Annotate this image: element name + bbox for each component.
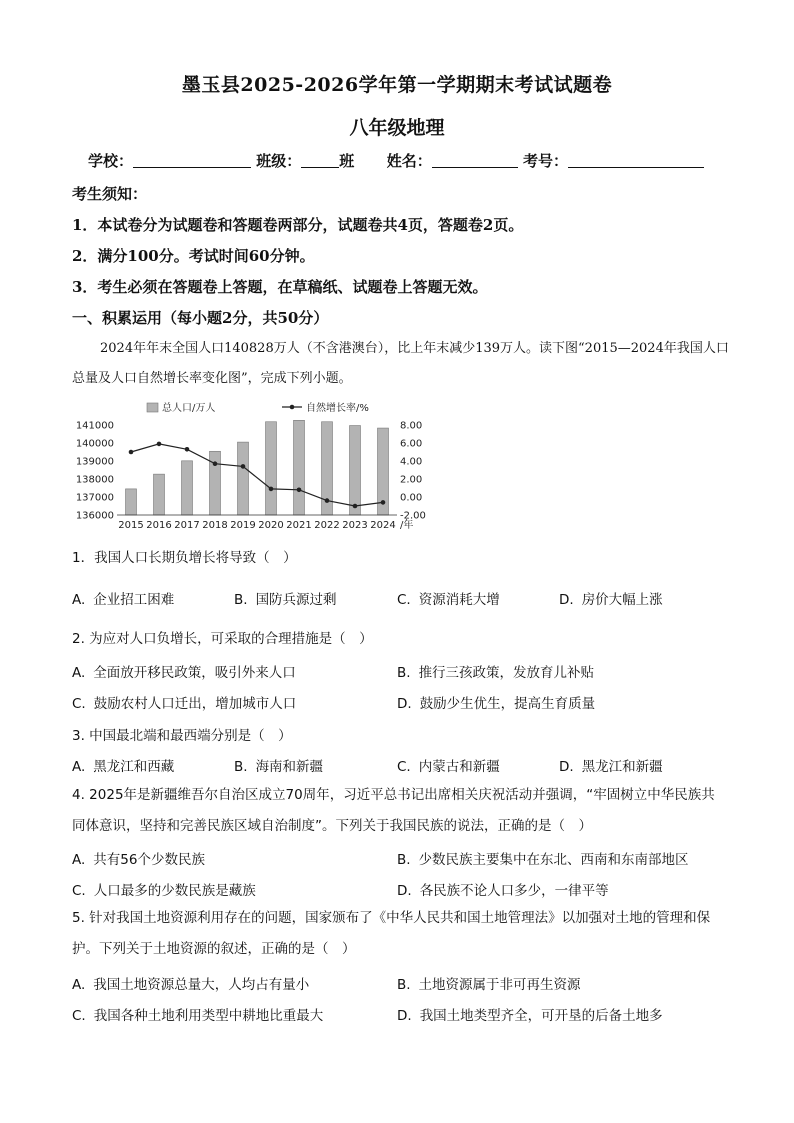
legend-line-marker bbox=[290, 405, 295, 410]
q1-option-c[interactable]: C. 资源消耗大增 bbox=[397, 592, 500, 608]
notice-item-3: 3．考生必须在答题卷上答题，在草稿纸、试题卷上答题无效。 bbox=[72, 278, 488, 296]
left-tick-label: 140000 bbox=[75, 438, 114, 450]
question-1-stem: 1．我国人口长期负增长将导致（ ） bbox=[72, 550, 297, 566]
legend-bar-label: 总人口/万人 bbox=[162, 403, 216, 414]
q3-option-a[interactable]: A. 黑龙江和西藏 bbox=[72, 759, 175, 775]
intro-paragraph: 2024年年末全国人口140828万人（不含港澳台），比上年末减少139万人。读下图“2015—2024年我国人口总量及人口自然增长率变化图”，完成下列小题。 bbox=[72, 341, 729, 386]
exam-no-label: 考号： bbox=[523, 152, 569, 170]
q2-option-a[interactable]: A. 全面放开移民政策，吸引外来人口 bbox=[72, 665, 296, 681]
legend-line-label: 自然增长率/% bbox=[306, 403, 369, 414]
school-blank[interactable] bbox=[133, 153, 251, 168]
q5-option-a[interactable]: A. 我国土地资源总量大，人均占有量小 bbox=[72, 977, 310, 993]
q1-option-d[interactable]: D. 房价大幅上涨 bbox=[559, 592, 663, 608]
x-tick-label: 2019 bbox=[230, 520, 256, 531]
exam-title: 墨玉县2025-2026学年第一学期期末考试试题卷 bbox=[181, 74, 613, 96]
right-tick-label: -2.00 bbox=[400, 510, 426, 522]
population-bar bbox=[126, 489, 137, 515]
class-suffix: 班 bbox=[339, 152, 355, 170]
population-bar bbox=[266, 422, 277, 515]
population-bar bbox=[210, 451, 221, 515]
class-blank[interactable] bbox=[301, 153, 339, 168]
q5-option-c[interactable]: C. 我国各种土地利用类型中耕地比重最大 bbox=[72, 1008, 324, 1024]
growth-rate-point bbox=[381, 500, 386, 505]
left-tick-label: 141000 bbox=[75, 420, 114, 432]
student-info-line bbox=[88, 150, 704, 171]
population-bar bbox=[154, 474, 165, 515]
x-axis-unit: /年 bbox=[400, 520, 414, 531]
x-tick-label: 2024 bbox=[370, 520, 396, 531]
x-tick-label: 2016 bbox=[146, 520, 172, 531]
growth-rate-point bbox=[185, 447, 190, 452]
q3-option-c[interactable]: C. 内蒙古和新疆 bbox=[397, 759, 500, 775]
question-2-stem: 2. 为应对人口负增长，可采取的合理措施是（ ） bbox=[72, 631, 373, 647]
population-bar bbox=[294, 420, 305, 515]
q4-option-b[interactable]: B. 少数民族主要集中在东北、西南和东南部地区 bbox=[397, 852, 689, 868]
left-tick-label: 139000 bbox=[75, 456, 114, 468]
q4-option-a[interactable]: A. 共有56个少数民族 bbox=[72, 852, 205, 868]
growth-rate-point bbox=[353, 504, 358, 509]
x-tick-label: 2017 bbox=[174, 520, 200, 531]
class-label: 班级： bbox=[256, 152, 302, 170]
left-tick-label: 137000 bbox=[75, 492, 114, 504]
notice-item-2: 2．满分100分。考试时间60分钟。 bbox=[72, 247, 315, 265]
x-tick-label: 2018 bbox=[202, 520, 228, 531]
notice-heading: 考生须知： bbox=[72, 185, 148, 203]
population-bar bbox=[182, 461, 193, 515]
x-tick-label: 2021 bbox=[286, 520, 312, 531]
q4-option-c[interactable]: C. 人口最多的少数民族是藏族 bbox=[72, 883, 256, 899]
school-label: 学校： bbox=[88, 152, 134, 170]
q5-option-d[interactable]: D. 我国土地类型齐全，可开垦的后备土地多 bbox=[397, 1008, 663, 1024]
q2-option-c[interactable]: C. 鼓励农村人口迁出，增加城市人口 bbox=[72, 696, 297, 712]
legend-bar-swatch bbox=[147, 403, 158, 412]
exam-subtitle: 八年级地理 bbox=[349, 117, 445, 139]
right-tick-label: 0.00 bbox=[400, 492, 423, 504]
growth-rate-point bbox=[297, 488, 302, 493]
question-5-stem: 5. 针对我国土地资源利用存在的问题，国家颁布了《中华人民共和国土地管理法》以加强对土地的管理和保护。下列关于土地资源的叙述，正确的是（ ） bbox=[72, 910, 711, 957]
growth-rate-point bbox=[241, 464, 246, 469]
growth-rate-point bbox=[269, 487, 274, 492]
name-label: 姓名： bbox=[386, 152, 432, 170]
question-4-stem: 4. 2025年是新疆维吾尔自治区成立70周年，习近平总书记出席相关庆祝活动并强调，“牢固树立中华民族共同体意识，坚持和完善民族区域自治制度”。下列关于我国民族的说法，正确的是（ ） bbox=[72, 787, 715, 834]
name-blank[interactable] bbox=[432, 153, 518, 168]
section-heading: 一、积累运用（每小题2分，共50分） bbox=[72, 309, 329, 327]
x-tick-label: 2022 bbox=[314, 520, 340, 531]
right-tick-label: 6.00 bbox=[400, 438, 423, 450]
left-tick-label: 138000 bbox=[75, 474, 114, 486]
q1-option-a[interactable]: A. 企业招工困难 bbox=[72, 592, 175, 608]
q4-option-d[interactable]: D. 各民族不论人口多少，一律平等 bbox=[397, 883, 609, 899]
population-chart bbox=[70, 395, 430, 535]
question-3-stem: 3. 中国最北端和最西端分别是（ ） bbox=[72, 728, 292, 744]
notice-item-1: 1．本试卷分为试题卷和答题卷两部分，试题卷共4页，答题卷2页。 bbox=[72, 216, 524, 234]
q3-option-b[interactable]: B. 海南和新疆 bbox=[234, 759, 324, 775]
growth-rate-point bbox=[157, 442, 162, 447]
right-tick-label: 8.00 bbox=[400, 420, 423, 432]
growth-rate-point bbox=[213, 461, 218, 466]
growth-rate-point bbox=[129, 450, 134, 455]
exam-no-blank[interactable] bbox=[568, 153, 704, 168]
x-tick-label: 2020 bbox=[258, 520, 284, 531]
right-tick-label: 4.00 bbox=[400, 456, 423, 468]
q3-option-d[interactable]: D. 黑龙江和新疆 bbox=[559, 759, 663, 775]
x-tick-label: 2023 bbox=[342, 520, 368, 531]
q2-option-d[interactable]: D. 鼓励少生优生，提高生育质量 bbox=[397, 696, 596, 712]
population-bar bbox=[238, 442, 249, 515]
q1-option-b[interactable]: B. 国防兵源过剩 bbox=[234, 592, 337, 608]
x-tick-label: 2015 bbox=[118, 520, 144, 531]
right-tick-label: 2.00 bbox=[400, 474, 423, 486]
q5-option-b[interactable]: B. 土地资源属于非可再生资源 bbox=[397, 977, 581, 993]
q2-option-b[interactable]: B. 推行三孩政策，发放育儿补贴 bbox=[397, 665, 595, 681]
left-tick-label: 136000 bbox=[75, 510, 114, 522]
population-bar bbox=[350, 426, 361, 515]
growth-rate-point bbox=[325, 498, 330, 503]
growth-rate-line bbox=[131, 444, 383, 506]
